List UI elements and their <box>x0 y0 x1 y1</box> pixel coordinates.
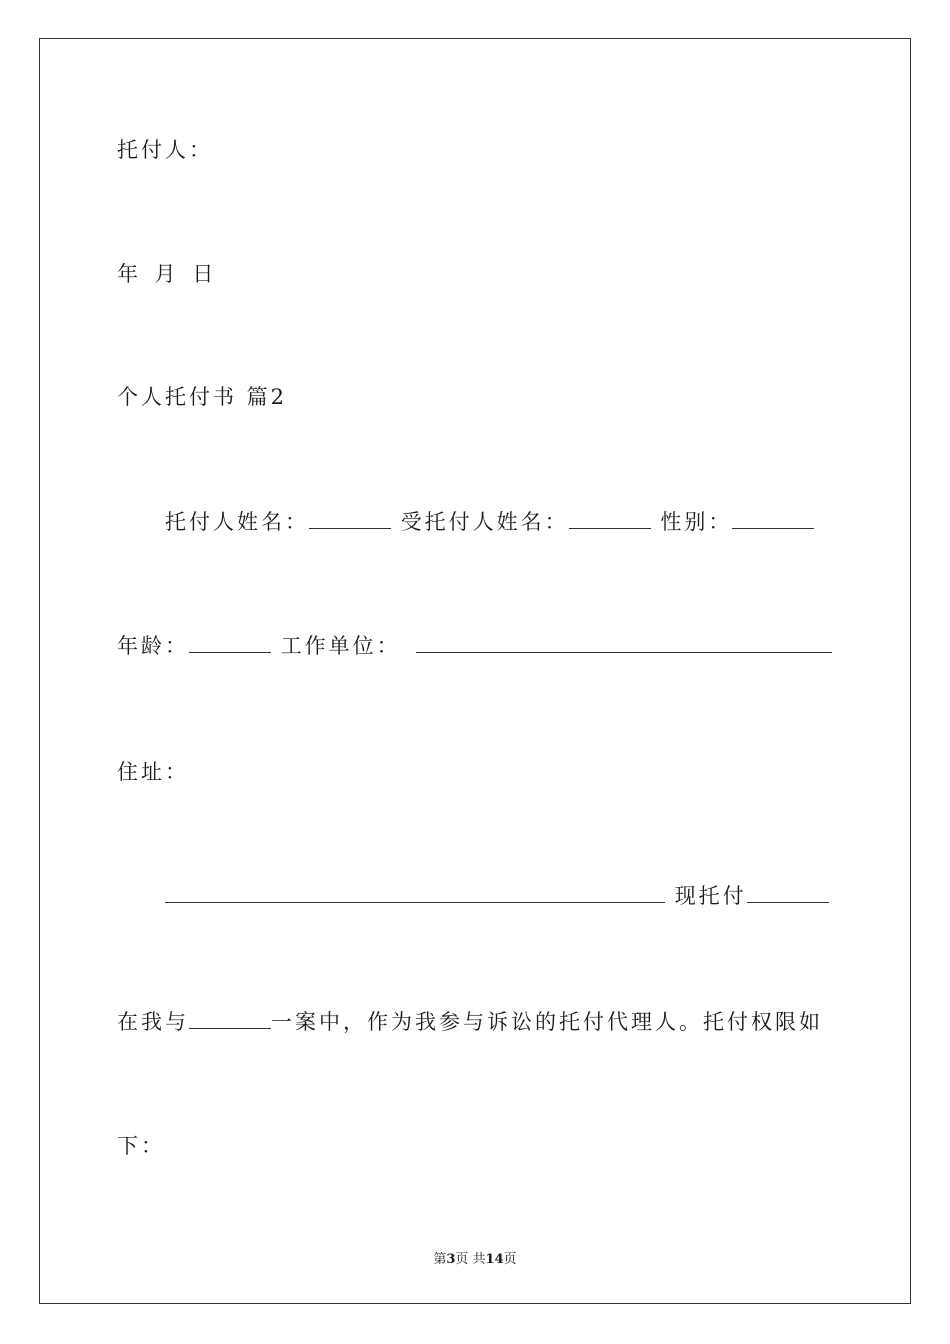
page-frame <box>39 38 911 1304</box>
footer-page-number: 3 <box>446 1252 456 1267</box>
agent-name-blank <box>569 510 651 529</box>
address-blank <box>165 884 665 903</box>
entrust-text: 现托付 <box>674 884 747 908</box>
footer-mid: 页 共 <box>455 1252 486 1267</box>
section-heading: 个人托付书 篇2 <box>117 385 288 409</box>
page-footer <box>0 1248 950 1267</box>
gender-blank <box>732 510 814 529</box>
names-row <box>165 508 814 536</box>
address-label: 住址： <box>117 760 189 784</box>
case-prefix: 在我与 <box>117 1010 189 1034</box>
date-line: 年 月 日 <box>117 262 217 286</box>
footer-total-pages: 14 <box>485 1252 504 1267</box>
gender-label: 性别： <box>660 510 733 534</box>
footer-prefix: 第 <box>433 1252 447 1267</box>
workplace-blank <box>416 634 832 653</box>
below-line: 下： <box>117 1134 165 1158</box>
age-blank <box>189 634 271 653</box>
age-label: 年龄： <box>117 634 189 658</box>
entrust-row <box>165 882 829 910</box>
workplace-label: 工作单位： <box>280 634 401 658</box>
agent-name-label: 受托付人姓名： <box>400 510 569 534</box>
entrust-blank <box>747 884 829 903</box>
principal-name-blank <box>309 510 391 529</box>
case-suffix: 一案中，作为我参与诉讼的托付代理人。托付权限如 <box>271 1010 823 1034</box>
case-row <box>117 1008 823 1036</box>
age-workplace-row <box>117 632 832 660</box>
footer-suffix: 页 <box>503 1252 517 1267</box>
principal-signature-line: 托付人： <box>117 138 213 162</box>
case-party-blank <box>189 1010 271 1029</box>
principal-name-label: 托付人姓名： <box>165 510 309 534</box>
